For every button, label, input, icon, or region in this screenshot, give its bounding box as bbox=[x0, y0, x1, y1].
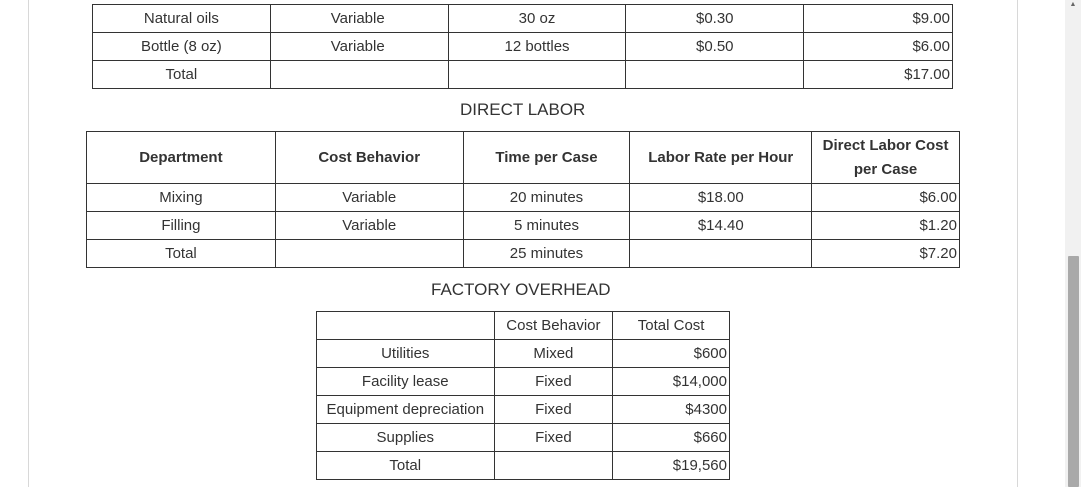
overhead-total-label: Total bbox=[317, 452, 495, 480]
factory-overhead-table bbox=[316, 311, 730, 480]
labor-total-label: Total bbox=[87, 240, 276, 268]
table-row bbox=[93, 61, 953, 89]
direct-labor-table bbox=[86, 131, 960, 268]
scrollbar-thumb[interactable] bbox=[1068, 256, 1079, 487]
table-row bbox=[317, 368, 730, 396]
table-row bbox=[87, 240, 960, 268]
labor-time: 20 minutes bbox=[463, 184, 630, 212]
labor-total-time: 25 minutes bbox=[463, 240, 630, 268]
labor-cost: $6.00 bbox=[812, 184, 960, 212]
direct-materials-table bbox=[92, 4, 953, 89]
overhead-item: Utilities bbox=[317, 340, 495, 368]
labor-cost: $1.20 bbox=[812, 212, 960, 240]
arrow-up-icon[interactable]: ▲ bbox=[1069, 1, 1077, 8]
overhead-behavior: Mixed bbox=[494, 340, 613, 368]
overhead-item: Supplies bbox=[317, 424, 495, 452]
table-row bbox=[93, 5, 953, 33]
factory-overhead-title: FACTORY OVERHEAD bbox=[431, 280, 611, 299]
material-unit-cost: $0.30 bbox=[626, 5, 804, 33]
material-behavior: Variable bbox=[270, 5, 448, 33]
header-department: Department bbox=[87, 132, 276, 184]
material-item: Bottle (8 oz) bbox=[93, 33, 271, 61]
material-total-label: Total bbox=[93, 61, 271, 89]
material-behavior: Variable bbox=[270, 33, 448, 61]
overhead-behavior: Fixed bbox=[494, 368, 613, 396]
material-total: $9.00 bbox=[804, 5, 953, 33]
material-total-value: $17.00 bbox=[804, 61, 953, 89]
labor-department: Mixing bbox=[87, 184, 276, 212]
overhead-item: Facility lease bbox=[317, 368, 495, 396]
table-row bbox=[93, 33, 953, 61]
header-direct-labor-cost: Direct Labor Cost per Case bbox=[812, 132, 960, 184]
table-header-row bbox=[87, 132, 960, 184]
overhead-behavior: Fixed bbox=[494, 396, 613, 424]
header-total-cost: Total Cost bbox=[613, 312, 730, 340]
table-row bbox=[317, 452, 730, 480]
labor-behavior: Variable bbox=[275, 184, 463, 212]
labor-behavior: Variable bbox=[275, 212, 463, 240]
vertical-scrollbar[interactable] bbox=[1065, 0, 1081, 487]
labor-department: Filling bbox=[87, 212, 276, 240]
overhead-cost: $600 bbox=[613, 340, 730, 368]
direct-labor-title: DIRECT LABOR bbox=[460, 100, 586, 119]
table-row bbox=[87, 212, 960, 240]
material-quantity: 30 oz bbox=[448, 5, 626, 33]
overhead-total-cost: $19,560 bbox=[613, 452, 730, 480]
table-row bbox=[87, 184, 960, 212]
material-total: $6.00 bbox=[804, 33, 953, 61]
material-unit-cost: $0.50 bbox=[626, 33, 804, 61]
overhead-item: Equipment depreciation bbox=[317, 396, 495, 424]
header-cost-behavior: Cost Behavior bbox=[275, 132, 463, 184]
overhead-behavior: Fixed bbox=[494, 424, 613, 452]
table-header-row bbox=[317, 312, 730, 340]
overhead-cost: $4300 bbox=[613, 396, 730, 424]
material-quantity: 12 bottles bbox=[448, 33, 626, 61]
labor-rate: $18.00 bbox=[630, 184, 812, 212]
material-item: Natural oils bbox=[93, 5, 271, 33]
header-time-per-case: Time per Case bbox=[463, 132, 630, 184]
table-row bbox=[317, 340, 730, 368]
labor-time: 5 minutes bbox=[463, 212, 630, 240]
table-row bbox=[317, 424, 730, 452]
header-cost-behavior: Cost Behavior bbox=[494, 312, 613, 340]
header-labor-rate: Labor Rate per Hour bbox=[630, 132, 812, 184]
table-row bbox=[317, 396, 730, 424]
overhead-cost: $14,000 bbox=[613, 368, 730, 396]
labor-rate: $14.40 bbox=[630, 212, 812, 240]
labor-total-cost: $7.20 bbox=[812, 240, 960, 268]
overhead-cost: $660 bbox=[613, 424, 730, 452]
